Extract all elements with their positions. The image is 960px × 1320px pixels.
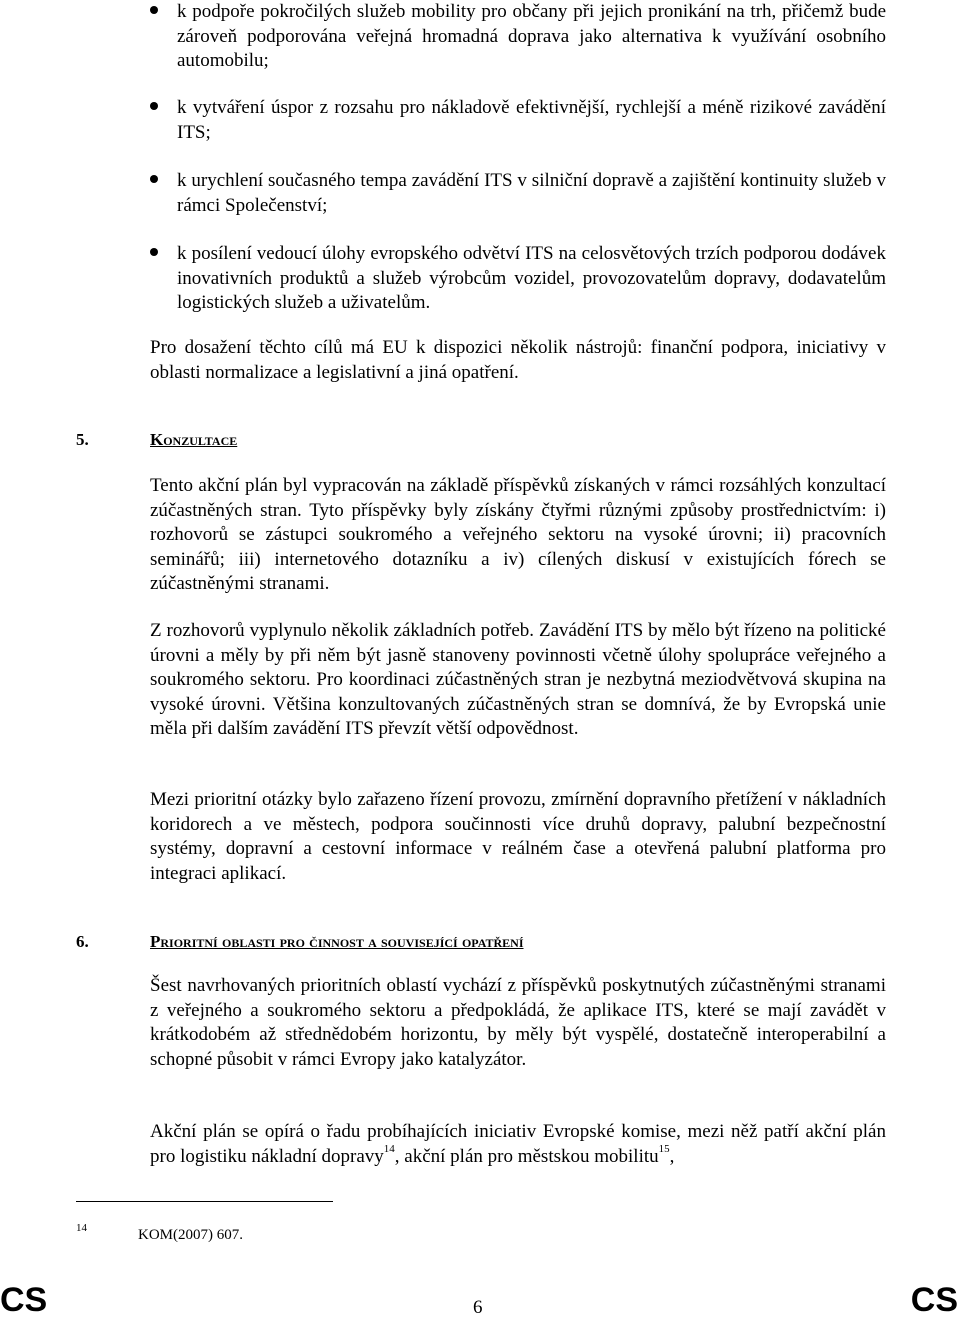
bullet-icon — [150, 102, 158, 110]
section-number: 5. — [76, 430, 89, 449]
language-code-right: CS — [910, 1281, 958, 1319]
footnote-text: KOM(2007) 607. — [138, 1227, 243, 1243]
section-number: 6. — [76, 932, 89, 951]
bullet-text: k posílení vedoucí úlohy evropského odvětví ITS na celosvětových trzích podporou dodávek inovativních produktů a služeb výrobcům vozidel, provozovatelům dopravy, dodavatelům logistických služeb a uživatelům. — [177, 243, 886, 313]
language-code-left: CS — [0, 1281, 48, 1319]
footnote-ref[interactable]: 14 — [383, 1143, 395, 1156]
bullet-text: k urychlení současného tempa zavádění ITS v silniční dopravě a zajištění kontinuity služeb v rámci Společenství; — [177, 170, 886, 216]
consultation-paragraph-1: Tento akční plán byl vypracován na základě příspěvků získaných v rámci rozsáhlých konzultací zúčastněných stran. Tyto příspěvky byly získány čtyřmi různými způsoby prostřednictvím: i) rozhovorů se zástupci soukromého a veřejného sektoru na vysoké úrovni; ii) pracovních seminářů; iii) internetového dotazníku a iv) cílených diskusí v existujících fórech se zúčastněnými stranami. — [150, 475, 886, 594]
bullet-icon — [150, 248, 158, 256]
bullet-text: k vytváření úspor z rozsahu pro nákladově efektivnější, rychlejší a méně rizikové zavádění ITS; — [177, 97, 886, 143]
bullet-item — [150, 169, 886, 218]
consultation-paragraph-3: Mezi prioritní otázky bylo zařazeno řízení provozu, zmírnění dopravního přetížení v nákladních koridorech a ve městech, podpora součinnosti více druhů dopravy, palubní bezpečnostní systémy, dopravní a cestovní informace v reálném čase a otevřená palubní platforma pro integraci aplikací. — [150, 789, 886, 884]
bullet-item — [150, 0, 886, 74]
paragraph-text: , akční plán pro městskou mobilitu — [394, 1145, 659, 1167]
tools-paragraph: Pro dosažení těchto cílů má EU k dispozici několik nástrojů: finanční podpora, iniciativy v oblasti normalizace a legislativní a jiná opatření. — [150, 337, 886, 383]
bullet-icon — [150, 6, 158, 14]
bullet-item — [150, 242, 886, 316]
bullet-icon — [150, 175, 158, 183]
paragraph-text: Akční plán se opírá o řadu probíhajících iniciativ Evropské komise, mezi něž patří akční plán pro logistiku nákladní dopravy — [150, 1121, 886, 1167]
section-title: Konzultace — [150, 430, 238, 449]
paragraph-text: , — [669, 1145, 675, 1167]
footnote-divider — [76, 1201, 333, 1202]
footnote-number: 14 — [76, 1222, 87, 1234]
section-title: Prioritní oblasti pro činnost a související opatření — [150, 932, 524, 951]
page-number: 6 — [473, 1297, 483, 1318]
bullet-text: k podpoře pokročilých služeb mobility pro občany při jejich pronikání na trh, přičemž bude zároveň podporována veřejná hromadná doprava jako alternativa k využívání osobního automobilu; — [177, 1, 886, 71]
bullet-item — [150, 96, 886, 145]
action-plan-paragraph — [150, 1120, 886, 1169]
footnote-ref[interactable]: 15 — [658, 1143, 670, 1156]
priority-areas-paragraph: Šest navrhovaných prioritních oblastí vychází z příspěvků poskytnutých zúčastněnými stranami z veřejného a soukromého sektoru a předpokládá, že aplikace ITS, které se mají zavádět v krátkodobém až střednědobém horizontu, by měly být vyspělé, dostatečně interoperabilní a schopné působit v rámci Evropy jako katalyzátor. — [150, 975, 886, 1070]
consultation-paragraph-2: Z rozhovorů vyplynulo několik základních potřeb. Zavádění ITS by mělo být řízeno na politické úrovni a měly by při něm být jasně stanoveny povinnosti včetně úlohy spolupráce veřejného a soukromého sektoru. Pro koordinaci zúčastněných stran je nezbytná meziodvětvová skupina na vysoké úrovni. Většina konzultovaných zúčastněných stran se domnívá, že by Evropská unie měla při dalším zavádění ITS převzít větší odpovědnost. — [150, 620, 886, 739]
